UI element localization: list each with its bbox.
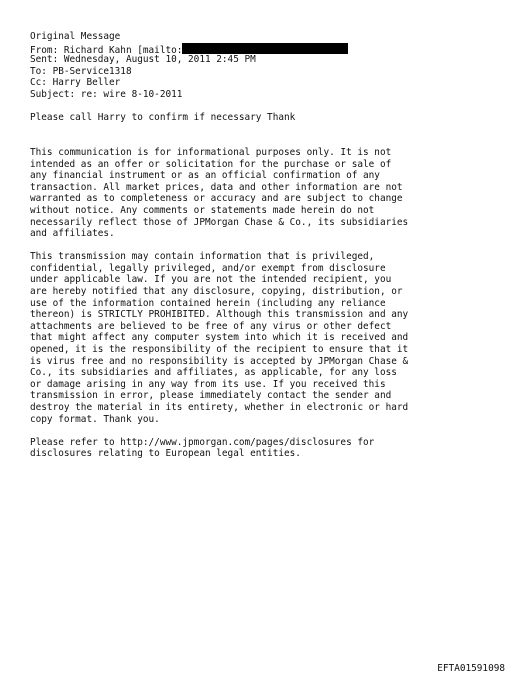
disclaimer-line: confidential, legally privileged, and/or exempt from disclosure xyxy=(30,262,386,274)
disclaimer-line: necessarily reflect those of JPMorgan Chase & Co., its subsidiaries xyxy=(30,216,409,228)
disclaimer-line: opened, it is the responsibility of the recipient to ensure that it xyxy=(30,344,409,356)
redaction-bar xyxy=(182,43,348,54)
subject-line: Subject: re: wire 8-10-2011 xyxy=(30,88,183,100)
disclaimer-line: under applicable law. If you are not the intended recipient, you xyxy=(30,274,392,286)
cc-line: Cc: Harry Beller xyxy=(30,77,121,89)
from-line xyxy=(30,43,500,55)
disclaimer-line: copy format. Thank you. xyxy=(30,413,160,425)
disclaimer-line: are hereby notified that any disclosure, copying, distribution, or xyxy=(30,286,403,298)
disclaimer-line: Co., its subsidiaries and affiliates, as applicable, for any loss xyxy=(30,367,397,379)
disclaimer-line: without notice. Any comments or statements made herein do not xyxy=(30,204,375,216)
disclaimer-line: thereon) is STRICTLY PROHIBITED. Although this transmission and any xyxy=(30,309,409,321)
disclaimer-line: Please refer to http://www.jpmorgan.com/pages/disclosures for xyxy=(30,436,375,448)
message-body: Please call Harry to confirm if necessary Thank xyxy=(30,112,296,124)
disclaimer-line: use of the information contained herein (including any reliance xyxy=(30,297,386,309)
email-content xyxy=(30,31,500,460)
disclaimer-line: attachments are believed to be free of any virus or other defect xyxy=(30,320,392,332)
document-id-footer: EFTA01591098 xyxy=(437,663,505,674)
disclaimer-line: that might affect any computer system into which it is received and xyxy=(30,332,409,344)
disclaimer-line: transmission in error, please immediately contact the sender and xyxy=(30,390,392,402)
to-line: To: PB-Service1318 xyxy=(30,65,132,77)
disclaimer-paragraph-1 xyxy=(30,147,500,240)
disclaimer-line: This transmission may contain information that is privileged, xyxy=(30,251,375,263)
disclaimer-paragraph-2 xyxy=(30,251,500,425)
sent-line: Sent: Wednesday, August 10, 2011 2:45 PM xyxy=(30,54,256,66)
disclaimer-line: This communication is for informational purposes only. It is not xyxy=(30,146,392,158)
disclaimer-line: intended as an offer or solicitation for the purchase or sale of xyxy=(30,158,392,170)
from-text: From: Richard Kahn [mailto: xyxy=(30,44,183,56)
disclaimer-line: disclosures relating to European legal entities. xyxy=(30,448,301,460)
disclaimer-line: is virus free and no responsibility is accepted by JPMorgan Chase & xyxy=(30,355,409,367)
disclaimer-line: destroy the material in its entirety, whether in electronic or hard xyxy=(30,402,409,413)
disclaimer-line: warranted as to completeness or accuracy and are subject to change xyxy=(30,193,403,205)
disclaimer-line: or damage arising in any way from its use. If you received this xyxy=(30,378,386,390)
disclaimer-line: and affiliates. xyxy=(30,228,115,240)
disclaimer-line: transaction. All market prices, data and other information are not xyxy=(30,181,403,193)
email-title: Original Message xyxy=(30,31,121,42)
disclaimer-line: any financial instrument or as an official confirmation of any xyxy=(30,170,380,182)
disclaimer-paragraph-3 xyxy=(30,437,500,460)
